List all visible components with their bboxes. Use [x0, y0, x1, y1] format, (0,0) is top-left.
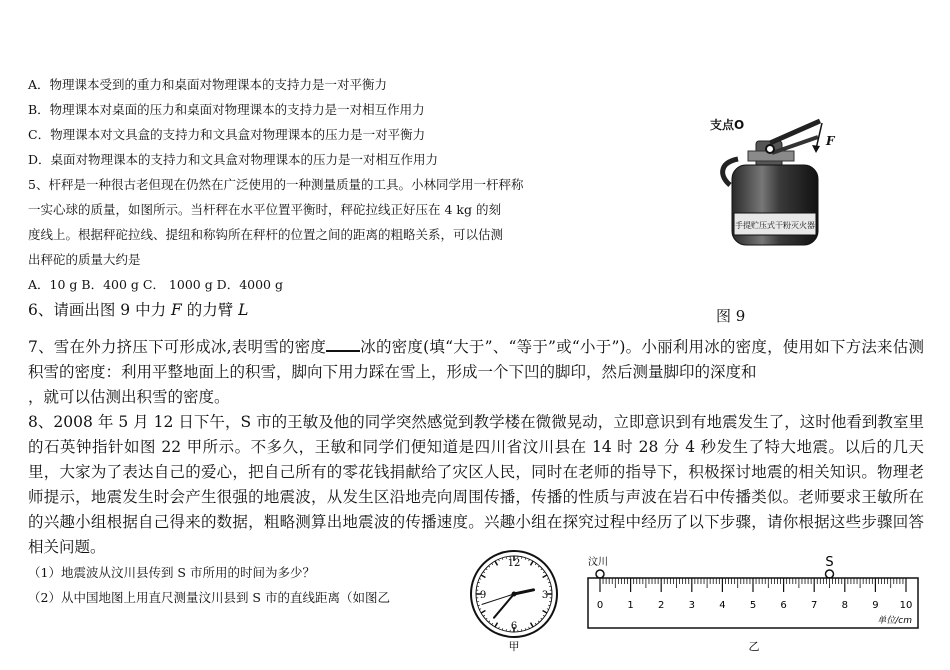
- q5-line-3: 度线上。根据秤砣拉线、提纽和称钩所在秤杆的位置之间的距离的粗略关系，可以估测: [28, 227, 504, 242]
- q8-sub-question-2: （2）从中国地图上用直尺测量汶川县到 S 市的直线距离（如图乙: [28, 590, 390, 605]
- ruler-unit-label: 单位/cm: [877, 616, 912, 626]
- can-label: 手提贮压式干粉灭火器: [735, 221, 815, 230]
- q6-text: [28, 298, 248, 320]
- q4-option-c: C．物理课本对文具盒的支持力和文具盒对物理课本的压力是一对平衡力: [28, 127, 426, 142]
- q7-answer-blank[interactable]: [326, 337, 360, 352]
- ruler-tick-label: 9: [872, 600, 879, 611]
- q7-last: ，就可以估测出积雪的密度。: [28, 388, 230, 406]
- ruler-tick-label: 7: [811, 600, 818, 611]
- q8-sub-question-1: （1）地震波从汶川县传到 S 市所用的时间为多少？: [28, 565, 315, 580]
- q6-prefix: 6、请画出图 9 中力: [28, 301, 172, 319]
- q4-option-a: A．物理课本受到的重力和桌面对物理课本的支持力是一对平衡力: [28, 77, 388, 92]
- ruler-tick-label: 0: [596, 600, 604, 611]
- ruler-tick-label: 3: [688, 600, 695, 611]
- clock-numeral-6: 6: [510, 621, 518, 632]
- force-label: F: [826, 134, 835, 148]
- q6-middle: 的力臂: [181, 301, 239, 319]
- ruler-tick-label: 2: [658, 600, 665, 611]
- ruler-tick-label: 1: [627, 600, 634, 611]
- ruler-tick-label: 10: [899, 600, 913, 611]
- q5-options: A．10 g B．400 g C． 1000 g D．4000 g: [28, 277, 283, 292]
- s-city-label: S: [825, 555, 834, 570]
- q5-line-1: 5、杆秤是一种很古老但现在仍然在广泛使用的一种测量质量的工具。小林同学用一杆秤称: [28, 177, 524, 192]
- q8-text: 8、2008 年 5 月 12 日下午，S 市的王敏及他的同学突然感觉到教学楼在微微晃动，立即意识到有地震发生了，这时他看到教室里的石英钟指针如图 22 甲所示。不多久，王敏和同学们便知道是四川省汶川县在 14 时 28 分 4 秒发生了特大地震。以后的几天里，大家为了表达自己的爱心，把自己所有的零花钱捐献给了灾区人民，同时在老师的指导下，积极探讨地震的相关知识。物理老师提示，地震发生时会产生很强的地震波，从发生区沿地壳向周围传播，传播的性质与声波在岩石中传播类似。老师要求王敏所在的兴趣小组根据自己得来的数据，粗略测算出地震波的传播速度。兴趣小组在探究过程中经历了以下步骤，请你根据这些步骤回答相关问题。: [28, 413, 924, 556]
- q7-before-blank: 7、雪在外力挤压下可形成冰,表明雪的密度: [28, 338, 327, 356]
- q6-force-symbol: F: [171, 301, 182, 319]
- wenchuan-label: 汶川: [588, 557, 608, 568]
- ruler-tick-label: 6: [780, 600, 787, 611]
- q6-arm-symbol: L: [238, 301, 249, 319]
- q4-option-d: D．桌面对物理课本的支持力和文具盒对物理课本的压力是一对相互作用力: [28, 152, 439, 167]
- wenchuan-marker: [596, 570, 604, 578]
- clock-numeral-9: 9: [479, 590, 487, 601]
- q5-line-4: 出秤砣的质量大约是: [28, 252, 141, 267]
- s-city-marker: [826, 570, 834, 578]
- ruler-figure: [584, 553, 924, 655]
- q7-after-blank: 冰的密度(填“大于”、“等于”或“小于”)。小丽利用冰的密度，使用如下方法来估测积雪的密度：利用平整地面上的积雪，脚向下用力踩在雪上，形成一个下凹的脚印，然后测量脚印的深度和: [28, 338, 924, 381]
- quartz-clock-figure: [468, 549, 564, 653]
- pivot-point: [766, 145, 774, 153]
- clock-numeral-12: 12: [507, 558, 521, 569]
- ruler-tick-label: 8: [841, 600, 848, 611]
- q4-option-b: B．物理课本对桌面的压力和桌面对物理课本的支持力是一对相互作用力: [28, 102, 425, 117]
- q5-line-2: 一实心球的质量，如图所示。当杆秤在水平位置平衡时，秤砣拉线正好压在 4 kg 的刻: [28, 202, 501, 217]
- ruler-caption: 乙: [748, 640, 760, 653]
- clock-caption: 甲: [508, 640, 520, 653]
- pivot-label: 支点O: [710, 118, 745, 132]
- figure-9-caption: 图 9: [716, 307, 746, 325]
- clock-numeral-3: 3: [541, 590, 549, 601]
- q7-text: [28, 335, 924, 410]
- ruler-tick-label: 5: [749, 600, 757, 611]
- ruler-tick-label: 4: [719, 600, 726, 611]
- fire-extinguisher-figure: [708, 107, 838, 247]
